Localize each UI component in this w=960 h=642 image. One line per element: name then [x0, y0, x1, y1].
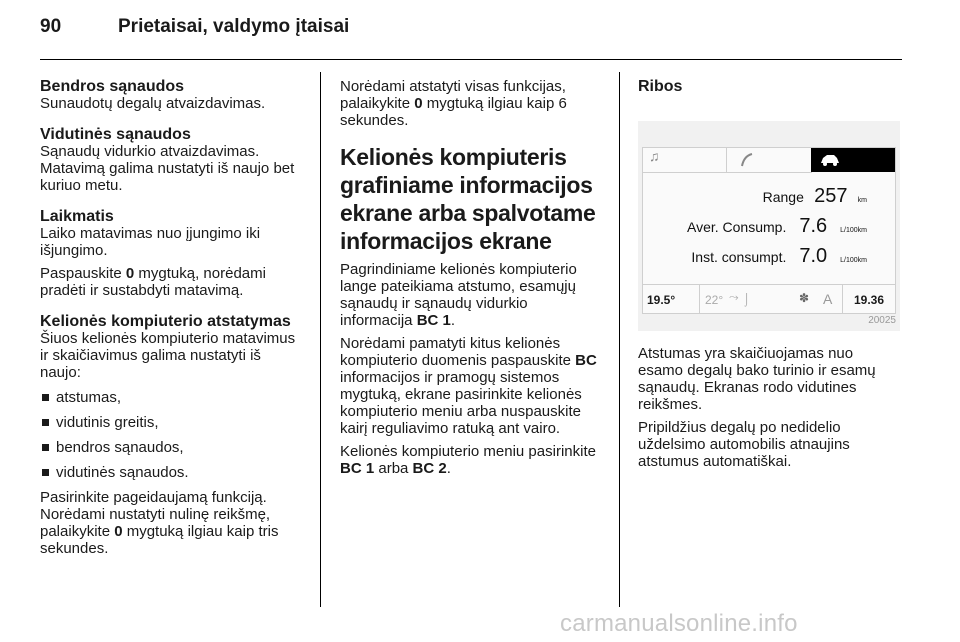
display-screen	[642, 147, 896, 314]
section-heading: Kelionės kompiuteris grafiniame informacijos ekrane arba spalvotame informacijos ekrane	[340, 144, 596, 254]
inst-consumpt-row	[691, 245, 867, 269]
watermark: carmanualsonline.info	[560, 610, 798, 637]
paragraph: Paspauskite 0 mygtuką, norėdami pradėti ir sustabdyti matavimą.	[40, 265, 266, 299]
airflow-icon: ⤳	[729, 290, 739, 304]
page-number: 90	[40, 16, 62, 37]
tab-vehicle	[811, 148, 895, 172]
key-label: 0	[114, 523, 123, 540]
key-label: BC	[575, 352, 597, 369]
aver-consump-value: 7.6	[799, 215, 828, 237]
key-label: BC 2	[412, 460, 447, 477]
list-item: bendros sąnaudos,	[40, 439, 300, 456]
section-title: Bendros sąnaudos	[40, 78, 185, 95]
fan-icon: ✽	[799, 291, 810, 305]
figure-code: 20025	[868, 315, 896, 326]
section-text: Laiko matavimas nuo įjungimo iki išjungimo.	[40, 225, 261, 259]
paragraph: Atstumas yra skaičiuojamas nuo esamo degalų bako turinio ir esamų sąnaudų. Ekranas rodo vidutines reikšmes.	[638, 345, 876, 413]
aver-consump-row	[687, 215, 867, 239]
column-1	[40, 78, 300, 557]
range-value: 257	[814, 185, 848, 207]
inst-consumpt-value: 7.0	[799, 245, 828, 267]
music-note-icon: ♫	[649, 148, 660, 164]
section-title: Kelionės kompiuterio atstatymas	[40, 313, 291, 330]
column-divider-2	[619, 72, 620, 607]
section-text: Sunaudotų degalų atvaizdavimas.	[40, 95, 266, 112]
section-text: Sąnaudų vidurkio atvaizdavimas. Matavimą galima nustatyti iš naujo bet kuriuo metu.	[40, 143, 295, 194]
inst-consumpt-label: Inst. consumpt.	[691, 249, 787, 265]
phone-icon	[738, 150, 758, 170]
list-item: vidutinis greitis,	[40, 414, 300, 431]
car-icon	[819, 152, 841, 168]
key-label: 0	[414, 95, 423, 112]
info-display-figure	[638, 121, 900, 331]
aver-consump-label: Aver. Consump.	[687, 219, 787, 235]
key-label: 0	[125, 265, 135, 282]
section-text: Šiuos kelionės kompiuterio matavimus ir skaičiavimus galima nustatyti iš naujo:	[40, 330, 296, 381]
column-divider-1	[320, 72, 321, 607]
key-label: BC 1	[416, 312, 451, 329]
list-item: vidutinės sąnaudos.	[40, 464, 300, 481]
page-header	[40, 16, 349, 38]
paragraph: Pripildžius degalų po nedidelio uždelsimo automobilis atnaujins atstumus automatiškai.	[638, 419, 850, 470]
fan-mode: A	[823, 291, 833, 307]
paragraph: Norėdami atstatyti visas funkcijas, palaikykite 0 mygtuką ilgiau kaip 6 sekundes.	[340, 78, 567, 129]
paragraph: Pagrindiniame kelionės kompiuterio lange pateikiama atstumo, esamųjų sąnaudų ir sąnaudų vidurkio informacija BC 1.	[340, 261, 577, 329]
paragraph: Norėdami pamatyti kitus kelionės kompiuterio duomenis paspauskite BC informacijos ir pramogų sistemos mygtuką, ekrane pasirinkite kelionės kompiuterio meniu arba nuspauskite kairį reguliavimo ratuką ant vairo.	[340, 335, 597, 437]
paragraph: Pasirinkite pageidaujamą funkciją. Norėdami nustatyti nulinę reikšmę, palaikykite 0 mygtuką ilgiau kaip tris sekundes.	[40, 489, 279, 557]
header-rule	[40, 59, 902, 60]
seat-icon: ⌡	[743, 292, 751, 306]
section-title: Ribos	[638, 78, 683, 95]
column-3	[638, 78, 900, 470]
status-bar	[643, 284, 895, 313]
aver-consump-unit: L/100km	[840, 227, 867, 234]
section-title: Vidutinės sąnaudos	[40, 126, 191, 143]
range-label: Range	[762, 189, 804, 205]
tab-phone	[726, 148, 812, 173]
tab-audio	[643, 148, 727, 173]
inst-consumpt-unit: L/100km	[840, 257, 867, 264]
list-item: atstumas,	[40, 389, 300, 406]
key-label: BC 1	[340, 460, 375, 477]
column-2	[340, 78, 602, 477]
page-title: Prietaisai, valdymo įtaisai	[118, 16, 350, 37]
range-unit: km	[857, 197, 867, 204]
set-temp: 22°	[705, 293, 724, 307]
outside-temp: 19.5°	[647, 293, 676, 307]
range-row	[762, 185, 867, 209]
clock: 19.36	[854, 293, 885, 307]
paragraph: Kelionės kompiuterio meniu pasirinkite BC 1 arba BC 2.	[340, 443, 596, 477]
section-title: Laikmatis	[40, 208, 114, 225]
bullet-list	[40, 389, 300, 481]
